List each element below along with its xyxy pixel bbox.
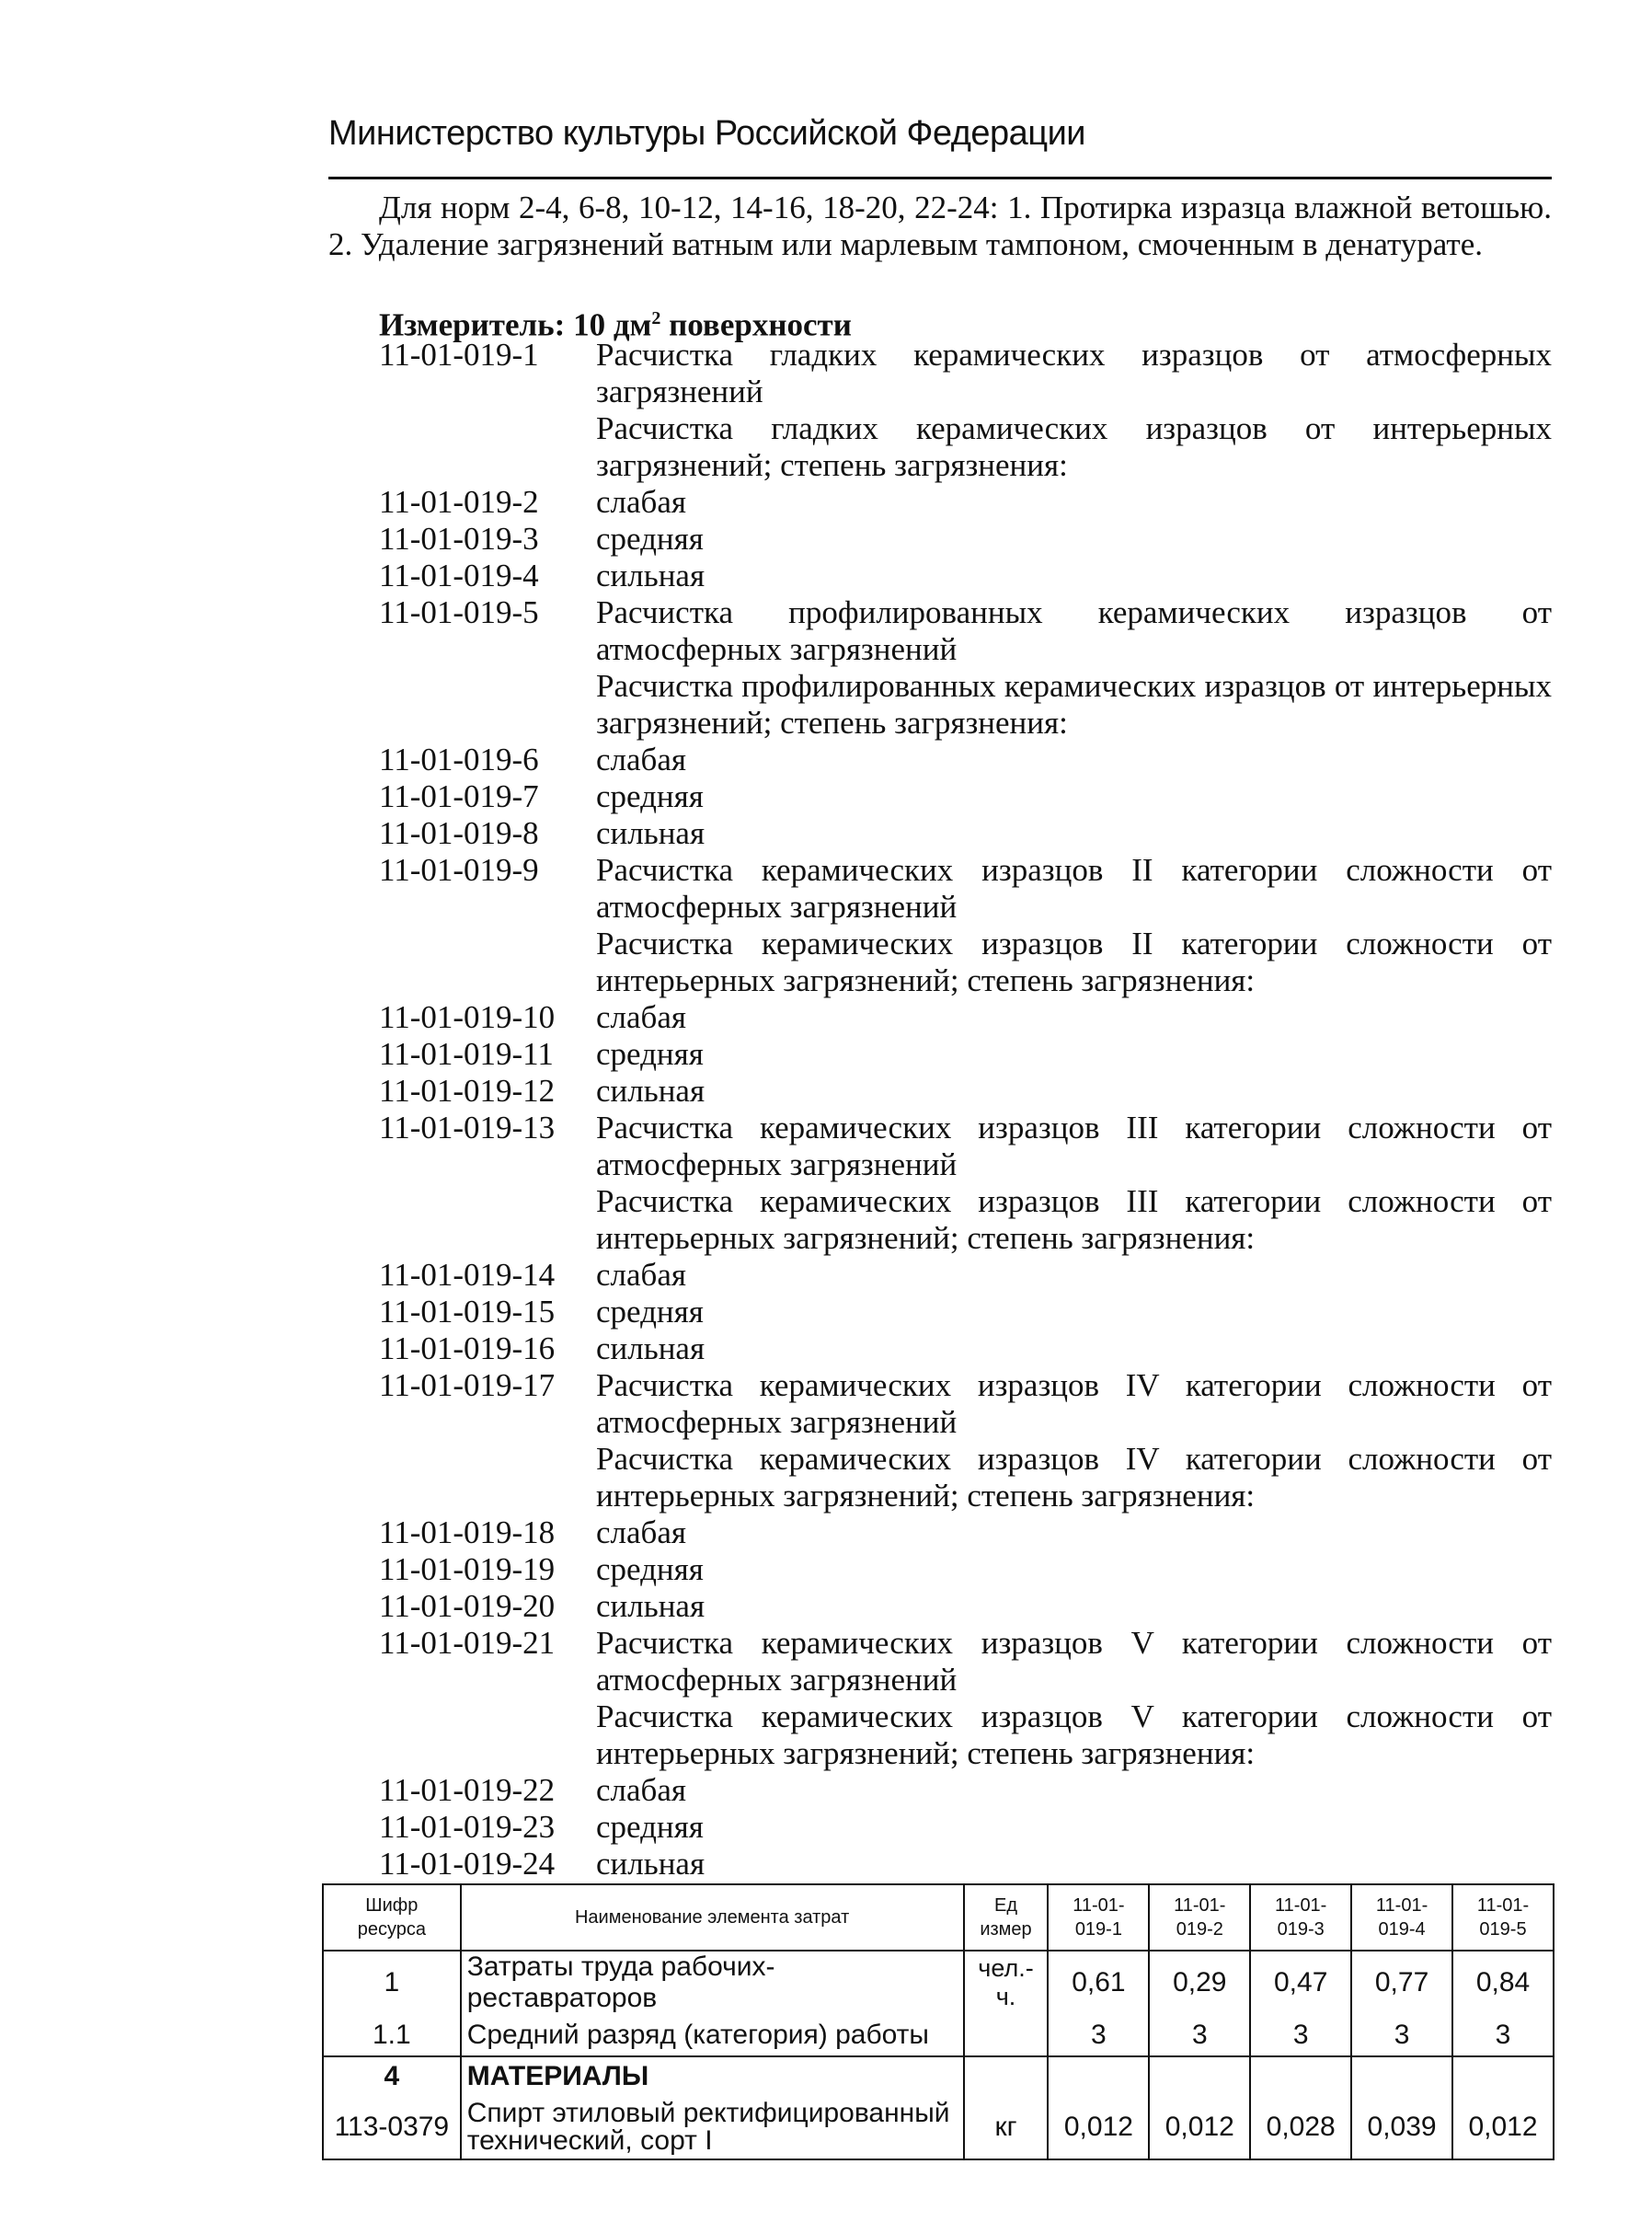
row-value: 0,012 — [1048, 2095, 1149, 2159]
norm-code: 11-01-019-17 — [379, 1367, 556, 1403]
row-value: 0,012 — [1452, 2095, 1554, 2159]
norm-title: Расчистка гладких керамических изразцов от атмосферных загрязнений — [596, 337, 1552, 409]
row-value: 0,84 — [1452, 1951, 1554, 2014]
header-cost-element: Наименование элемента затрат — [461, 1884, 964, 1951]
norm-row — [379, 1294, 1552, 1330]
norm-code: 11-01-019-16 — [379, 1330, 556, 1366]
norm-code: 11-01-019-1 — [379, 337, 539, 373]
norm-row — [379, 1330, 1552, 1367]
row-value: 0,028 — [1250, 2095, 1351, 2159]
norm-code: 11-01-019-24 — [379, 1846, 556, 1882]
norm-title: Расчистка керамических изразцов II категории сложности от атмосферных загрязнений — [596, 852, 1552, 925]
norm-code: 11-01-019-12 — [379, 1073, 556, 1109]
intro-paragraph: Для норм 2-4, 6-8, 10-12, 14-16, 18-20, 22-24: 1. Протирка изразца влажной ветошью. 2. Удаление загрязнений ватным или марлевым тампоном, смоченным в денатурате. — [328, 190, 1552, 262]
norm-code: 11-01-019-7 — [379, 778, 539, 814]
row-name: Средний разряд (категория) работы — [461, 2014, 964, 2056]
measure-rest: поверхности — [660, 306, 852, 343]
norm-row — [379, 594, 1552, 668]
row-unit — [964, 2014, 1049, 2056]
norm-code: 11-01-019-22 — [379, 1772, 556, 1808]
norm-code: 11-01-019-6 — [379, 742, 539, 777]
header-resource-code: Шифр ресурса — [323, 1884, 461, 1951]
norm-title: средняя — [596, 1809, 704, 1845]
norm-subheading: Расчистка керамических изразцов IV категории сложности от интерьерных загрязнений; степень загрязнения: — [596, 1441, 1552, 1514]
norm-row — [379, 742, 1552, 778]
table-header-row — [323, 1884, 1554, 1951]
norm-code: 11-01-019-8 — [379, 815, 539, 851]
norm-title: слабая — [596, 742, 686, 777]
norm-row — [379, 521, 1552, 558]
header-unit: Ед измер — [964, 1884, 1049, 1951]
norm-row — [379, 1367, 1552, 1441]
norm-row — [379, 1110, 1552, 1183]
row-code: 1 — [323, 1951, 461, 2014]
row-value — [1351, 2056, 1452, 2095]
resource-table — [322, 1883, 1554, 2160]
row-unit: чел.-ч. — [964, 1951, 1049, 2014]
row-value — [1452, 2056, 1554, 2095]
norm-title: Расчистка керамических изразцов IV категории сложности от атмосферных загрязнений — [596, 1367, 1552, 1440]
norm-row — [379, 558, 1552, 594]
norm-code: 11-01-019-3 — [379, 521, 539, 557]
row-unit — [964, 2056, 1049, 2095]
norm-code: 11-01-019-19 — [379, 1551, 556, 1587]
norm-title: сильная — [596, 558, 706, 593]
norm-title: сильная — [596, 1588, 706, 1624]
header-norm-2: 11-01-019-2 — [1149, 1884, 1250, 1951]
norm-code: 11-01-019-14 — [379, 1257, 556, 1293]
norm-title: Расчистка керамических изразцов III категории сложности от атмосферных загрязнений — [596, 1110, 1552, 1182]
norm-row — [379, 1809, 1552, 1846]
norm-title: средняя — [596, 521, 704, 557]
row-value: 0,61 — [1048, 1951, 1149, 2014]
row-value: 0,012 — [1149, 2095, 1250, 2159]
row-value: 0,039 — [1351, 2095, 1452, 2159]
table-row — [323, 2095, 1554, 2159]
norm-subheading: Расчистка керамических изразцов II категории сложности от интерьерных загрязнений; степень загрязнения: — [596, 926, 1552, 998]
norm-title: Расчистка керамических изразцов V категории сложности от атмосферных загрязнений — [596, 1625, 1552, 1698]
norm-title: слабая — [596, 1514, 686, 1550]
norm-row — [379, 1257, 1552, 1294]
header-norm-4: 11-01-019-4 — [1351, 1884, 1452, 1951]
norm-subheading: Расчистка гладких керамических изразцов от интерьерных загрязнений; степень загрязнения: — [596, 410, 1552, 483]
norm-title: сильная — [596, 815, 706, 851]
norm-title: Расчистка профилированных керамических изразцов от атмосферных загрязнений — [596, 594, 1552, 667]
norm-row — [379, 1551, 1552, 1588]
norm-code: 11-01-019-20 — [379, 1588, 556, 1624]
norm-title: сильная — [596, 1073, 706, 1109]
page-header: Министерство культуры Российской Федерации — [328, 114, 1086, 153]
norm-title: слабая — [596, 1257, 686, 1293]
row-value: 3 — [1048, 2014, 1149, 2056]
row-unit: кг — [964, 2095, 1049, 2159]
row-value: 0,29 — [1149, 1951, 1250, 2014]
row-value — [1048, 2056, 1149, 2095]
norm-title: слабая — [596, 484, 686, 520]
norm-row — [379, 1625, 1552, 1698]
measure-exponent: 2 — [651, 308, 661, 328]
norm-row — [379, 1588, 1552, 1625]
norm-row — [379, 1514, 1552, 1551]
norm-subheading: Расчистка керамических изразцов V категории сложности от интерьерных загрязнений; степень загрязнения: — [596, 1698, 1552, 1771]
norm-row — [379, 778, 1552, 815]
norm-code: 11-01-019-15 — [379, 1294, 556, 1330]
norm-code: 11-01-019-2 — [379, 484, 539, 520]
norm-row — [379, 815, 1552, 852]
norm-subheading: Расчистка керамических изразцов III категории сложности от интерьерных загрязнений; степень загрязнения: — [596, 1183, 1552, 1256]
header-rule — [328, 177, 1552, 179]
norm-row — [379, 999, 1552, 1036]
norm-code: 11-01-019-18 — [379, 1514, 556, 1550]
row-code: 113-0379 — [323, 2095, 461, 2159]
table-row — [323, 1951, 1554, 2014]
norms-list — [379, 337, 1552, 1882]
header-norm-1: 11-01-019-1 — [1048, 1884, 1149, 1951]
row-name: Спирт этиловый ректифицированный технический, сорт I — [461, 2095, 964, 2159]
row-value — [1250, 2056, 1351, 2095]
row-name: МАТЕРИАЛЫ — [461, 2056, 964, 2095]
header-norm-5: 11-01-019-5 — [1452, 1884, 1554, 1951]
norm-title: слабая — [596, 1772, 686, 1808]
row-value: 3 — [1250, 2014, 1351, 2056]
row-value: 0,47 — [1250, 1951, 1351, 2014]
norm-code: 11-01-019-13 — [379, 1110, 556, 1146]
norm-code: 11-01-019-23 — [379, 1809, 556, 1845]
norm-row — [379, 1036, 1552, 1073]
row-name: Затраты труда рабочих-реставраторов — [461, 1951, 964, 2014]
norm-title: сильная — [596, 1330, 706, 1366]
norm-row — [379, 484, 1552, 521]
norm-row — [379, 852, 1552, 926]
row-code: 4 — [323, 2056, 461, 2095]
table-row — [323, 2014, 1554, 2056]
norm-row — [379, 1772, 1552, 1809]
norm-row — [379, 1846, 1552, 1882]
norm-title: средняя — [596, 1036, 704, 1072]
norm-title: слабая — [596, 999, 686, 1035]
row-value: 3 — [1452, 2014, 1554, 2056]
norm-row — [379, 337, 1552, 410]
norm-title: средняя — [596, 1294, 704, 1330]
row-value: 0,77 — [1351, 1951, 1452, 2014]
norm-code: 11-01-019-11 — [379, 1036, 554, 1072]
row-value — [1149, 2056, 1250, 2095]
norm-title: средняя — [596, 1551, 704, 1587]
measure-label: Измеритель: 10 дм — [379, 306, 652, 343]
norm-code: 11-01-019-4 — [379, 558, 539, 593]
norm-code: 11-01-019-21 — [379, 1625, 556, 1661]
norm-row — [379, 1073, 1552, 1110]
header-norm-3: 11-01-019-3 — [1250, 1884, 1351, 1951]
row-code: 1.1 — [323, 2014, 461, 2056]
row-value: 3 — [1149, 2014, 1250, 2056]
norm-code: 11-01-019-9 — [379, 852, 539, 888]
norm-code: 11-01-019-10 — [379, 999, 556, 1035]
row-value: 3 — [1351, 2014, 1452, 2056]
table-row — [323, 2056, 1554, 2095]
norm-title: сильная — [596, 1846, 706, 1882]
norm-code: 11-01-019-5 — [379, 594, 539, 630]
norm-subheading: Расчистка профилированных керамических изразцов от интерьерных загрязнений; степень загрязнения: — [596, 668, 1552, 741]
norm-title: средняя — [596, 778, 704, 814]
